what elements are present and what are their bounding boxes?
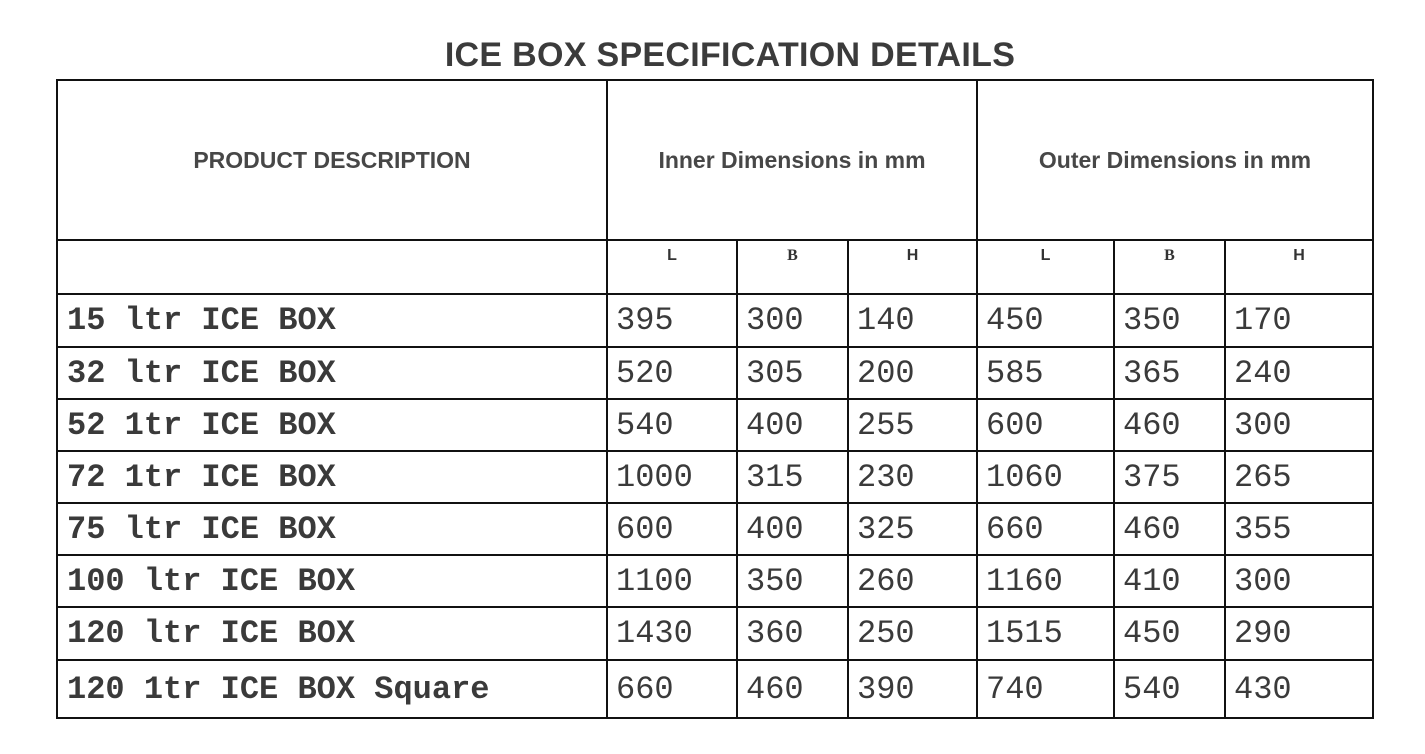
page-title: ICE BOX SPECIFICATION DETAILS — [444, 36, 1016, 74]
header-row — [57, 80, 1373, 240]
product-description: 75 ltr ICE BOX — [57, 503, 607, 555]
table-row — [57, 555, 1373, 607]
outer-h-value: 170 — [1225, 294, 1373, 347]
inner-b-value: 460 — [737, 660, 848, 718]
outer-b-header: B — [1114, 240, 1225, 294]
inner-dimensions-header: Inner Dimensions in mm — [607, 80, 977, 240]
outer-l-header: L — [977, 240, 1114, 294]
outer-b-value: 460 — [1114, 503, 1225, 555]
table-row — [57, 399, 1373, 451]
outer-l-value: 1060 — [977, 451, 1114, 503]
outer-b-value: 365 — [1114, 347, 1225, 399]
inner-h-value: 230 — [848, 451, 977, 503]
outer-h-value: 240 — [1225, 347, 1373, 399]
inner-b-value: 360 — [737, 607, 848, 660]
product-description-header: PRODUCT DESCRIPTION — [57, 80, 607, 240]
inner-h-value: 260 — [848, 555, 977, 607]
product-description: 32 ltr ICE BOX — [57, 347, 607, 399]
product-description: 72 1tr ICE BOX — [57, 451, 607, 503]
outer-l-value: 585 — [977, 347, 1114, 399]
subheader-row — [57, 240, 1373, 294]
outer-b-value: 350 — [1114, 294, 1225, 347]
inner-h-value: 255 — [848, 399, 977, 451]
product-description: 120 ltr ICE BOX — [57, 607, 607, 660]
outer-h-value: 300 — [1225, 555, 1373, 607]
outer-b-value: 375 — [1114, 451, 1225, 503]
outer-l-value: 600 — [977, 399, 1114, 451]
outer-l-value: 450 — [977, 294, 1114, 347]
outer-b-value: 460 — [1114, 399, 1225, 451]
table-row — [57, 660, 1373, 718]
outer-l-value: 740 — [977, 660, 1114, 718]
inner-b-value: 350 — [737, 555, 848, 607]
inner-l-header: L — [607, 240, 737, 294]
inner-h-value: 250 — [848, 607, 977, 660]
inner-b-value: 300 — [737, 294, 848, 347]
outer-l-value: 1515 — [977, 607, 1114, 660]
inner-l-value: 660 — [607, 660, 737, 718]
inner-b-value: 315 — [737, 451, 848, 503]
inner-h-value: 390 — [848, 660, 977, 718]
outer-b-value: 410 — [1114, 555, 1225, 607]
outer-h-value: 355 — [1225, 503, 1373, 555]
product-description: 52 1tr ICE BOX — [57, 399, 607, 451]
table-row — [57, 607, 1373, 660]
inner-b-header: B — [737, 240, 848, 294]
outer-dimensions-header: Outer Dimensions in mm — [977, 80, 1373, 240]
table-row — [57, 503, 1373, 555]
inner-b-value: 305 — [737, 347, 848, 399]
outer-b-value: 540 — [1114, 660, 1225, 718]
product-description: 100 ltr ICE BOX — [57, 555, 607, 607]
table-row — [57, 294, 1373, 347]
inner-l-value: 520 — [607, 347, 737, 399]
outer-l-value: 660 — [977, 503, 1114, 555]
table-row — [57, 451, 1373, 503]
inner-b-value: 400 — [737, 399, 848, 451]
inner-l-value: 1100 — [607, 555, 737, 607]
product-description: 120 1tr ICE BOX Square — [57, 660, 607, 718]
outer-b-value: 450 — [1114, 607, 1225, 660]
inner-l-value: 395 — [607, 294, 737, 347]
outer-h-value: 430 — [1225, 660, 1373, 718]
inner-l-value: 1000 — [607, 451, 737, 503]
inner-h-value: 325 — [848, 503, 977, 555]
outer-h-header: H — [1225, 240, 1373, 294]
table-row — [57, 347, 1373, 399]
spec-table — [56, 79, 1374, 719]
outer-l-value: 1160 — [977, 555, 1114, 607]
inner-h-header: H — [848, 240, 977, 294]
inner-l-value: 600 — [607, 503, 737, 555]
outer-h-value: 300 — [1225, 399, 1373, 451]
product-description: 15 ltr ICE BOX — [57, 294, 607, 347]
outer-h-value: 265 — [1225, 451, 1373, 503]
inner-l-value: 540 — [607, 399, 737, 451]
subheader-empty-cell — [57, 240, 607, 294]
inner-h-value: 200 — [848, 347, 977, 399]
inner-b-value: 400 — [737, 503, 848, 555]
inner-h-value: 140 — [848, 294, 977, 347]
outer-h-value: 290 — [1225, 607, 1373, 660]
inner-l-value: 1430 — [607, 607, 737, 660]
